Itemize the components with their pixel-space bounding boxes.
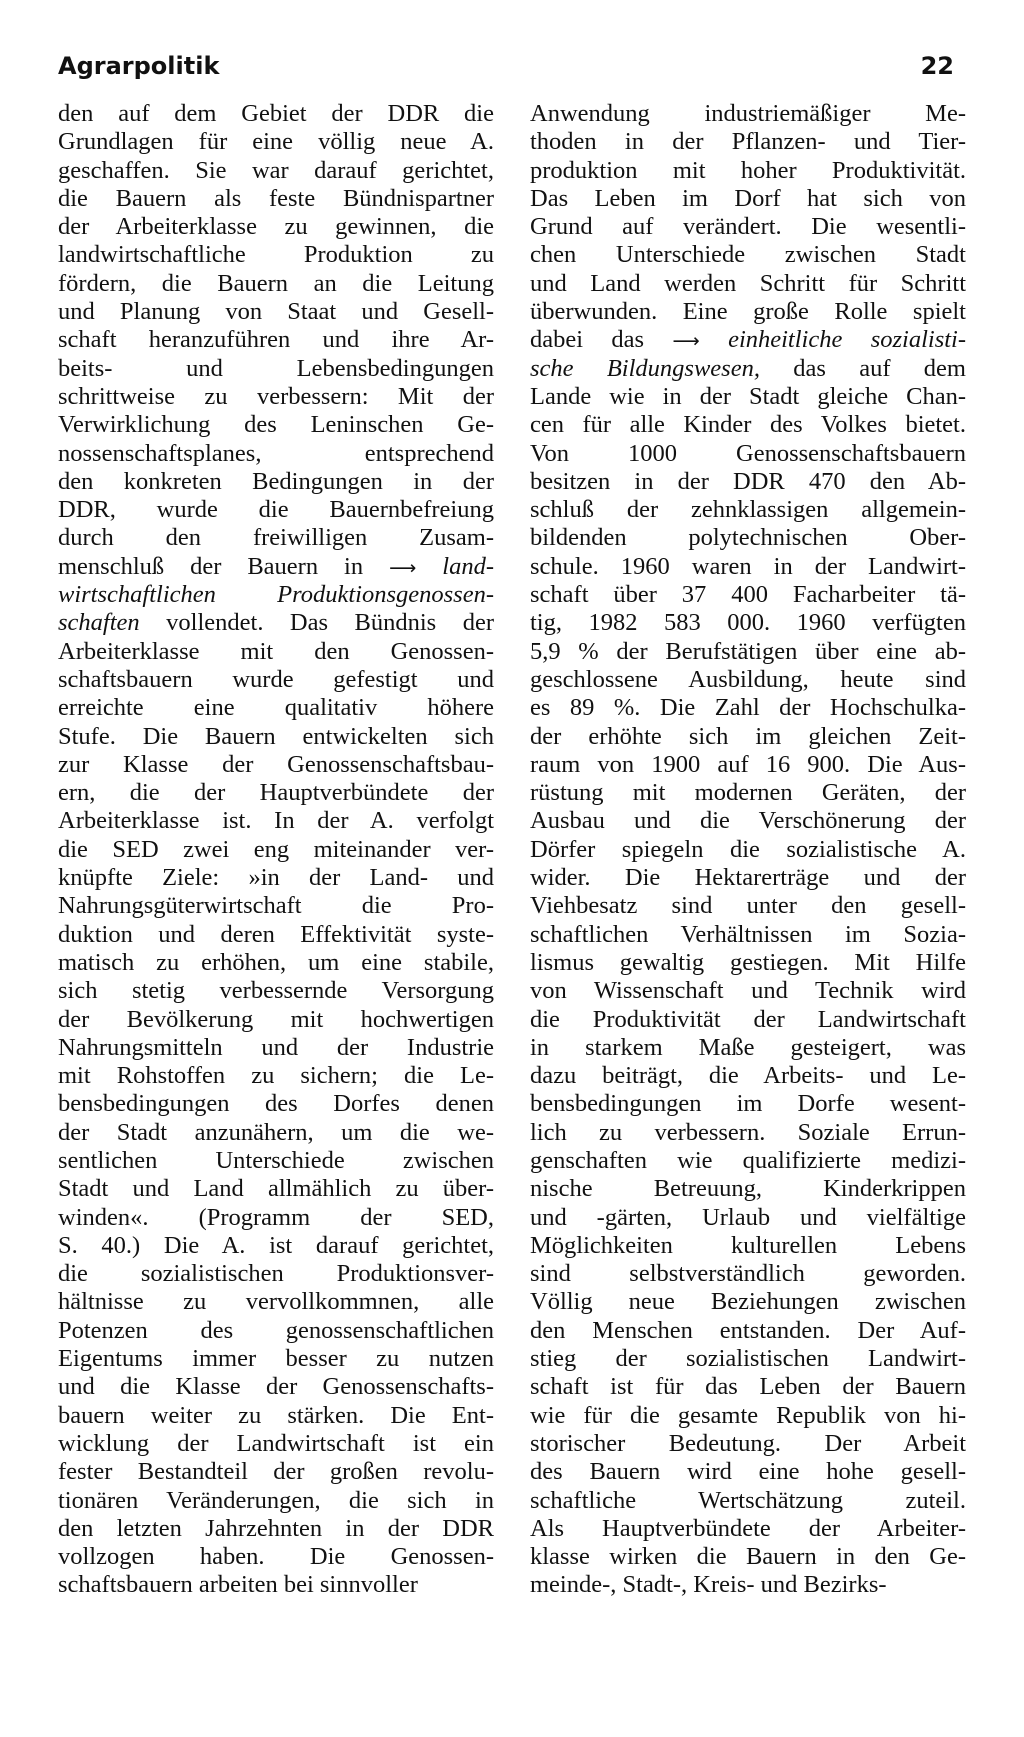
right-column-line	[530, 157, 966, 185]
line-text: matisch zu erhöhen, um eine stabile,	[58, 948, 494, 976]
left-column-line	[58, 1458, 494, 1486]
line-text: und Land werden Schritt für Schritt	[530, 269, 966, 297]
line-text: durch den freiwilligen Zusam-	[58, 524, 494, 552]
left-column-line	[58, 1204, 494, 1232]
left-column-line	[58, 864, 494, 892]
line-text: und -gärten, Urlaub und vielfältige	[530, 1203, 966, 1231]
left-column-line	[58, 1175, 494, 1203]
line-text: schule. 1960 waren in der Landwirt-	[530, 552, 966, 580]
left-column-line	[58, 1006, 494, 1034]
line-text: Lande wie in der Stadt gleiche Chan-	[530, 382, 966, 410]
line-text: Nahrungsgüterwirtschaft die Pro-	[58, 892, 494, 920]
cross-reference-term[interactable]: land-	[416, 552, 494, 580]
line-text: und Planung von Staat und Gesell-	[58, 298, 494, 326]
line-text: die Bauern als feste Bündnispartner	[58, 184, 494, 212]
right-column-line	[530, 1543, 966, 1571]
line-text: schaftlichen Verhältnissen im Sozia-	[530, 920, 966, 948]
line-text: die Produktivität der Landwirtschaft	[530, 1005, 966, 1033]
right-column-line	[530, 1288, 966, 1316]
line-text: vollzogen haben. Die Genossen-	[58, 1543, 494, 1571]
right-column-line	[530, 1402, 966, 1430]
left-column-line	[58, 723, 494, 751]
right-column-line	[530, 1204, 966, 1232]
left-column-line	[58, 836, 494, 864]
left-column-line	[58, 581, 494, 609]
line-text: der Stadt anzunähern, um die we-	[58, 1118, 494, 1146]
running-title: Agrarpolitik	[58, 52, 220, 80]
line-text: Ausbau und die Verschönerung der	[530, 807, 966, 835]
line-text: Als Hauptverbündete der Arbeiter-	[530, 1514, 966, 1542]
left-column-line	[58, 355, 494, 383]
line-text: Verwirklichung des Leninschen Ge-	[58, 411, 494, 439]
right-column-line	[530, 241, 966, 269]
left-column-line	[58, 921, 494, 949]
right-column-line	[530, 411, 966, 439]
cross-reference-term[interactable]: sche Bildungswesen,	[530, 354, 760, 382]
left-column-line	[58, 128, 494, 156]
left-column-line	[58, 807, 494, 835]
line-text: wicklung der Landwirtschaft ist ein	[58, 1429, 494, 1457]
left-column-line	[58, 383, 494, 411]
right-column-line	[530, 1373, 966, 1401]
right-column-line	[530, 1430, 966, 1458]
left-column-line	[58, 298, 494, 326]
right-column-line	[530, 977, 966, 1005]
line-text: schaft ist für das Leben der Bauern	[530, 1373, 966, 1401]
left-column-line	[58, 1062, 494, 1090]
line-text: die sozialistischen Produktionsver-	[58, 1260, 494, 1288]
left-column-line	[58, 1373, 494, 1401]
line-text: Stadt und Land allmählich zu über-	[58, 1175, 494, 1203]
left-column-line	[58, 694, 494, 722]
right-column-line	[530, 383, 966, 411]
cross-reference-term[interactable]: schaften	[58, 609, 140, 637]
line-text: des Bauern wird eine hohe gesell-	[530, 1458, 966, 1486]
line-text: den Menschen entstanden. Der Auf-	[530, 1316, 966, 1344]
line-text: Arbeiterklasse ist. In der A. verfolgt	[58, 807, 494, 835]
line-text: duktion und deren Effektivität syste-	[58, 920, 494, 948]
left-column-line	[58, 1543, 494, 1571]
left-column-line	[58, 1402, 494, 1430]
right-column-line	[530, 892, 966, 920]
line-text: lismus gewaltig gestiegen. Mit Hilfe	[530, 948, 966, 976]
line-text: schaft heranzuführen und ihre Ar-	[58, 326, 494, 354]
left-column-line	[58, 1430, 494, 1458]
left-column-line	[58, 1345, 494, 1373]
line-text: schrittweise zu verbessern: Mit der	[58, 382, 494, 410]
right-column-line	[530, 949, 966, 977]
line-text: schaftliche Wertschätzung zuteil.	[530, 1486, 966, 1514]
line-text: cen für alle Kinder des Volkes bietet.	[530, 411, 966, 439]
left-column-line	[58, 553, 494, 581]
line-text: geschaffen. Sie war darauf gerichtet,	[58, 156, 494, 184]
right-column-line	[530, 440, 966, 468]
right-column-line	[530, 638, 966, 666]
right-column-line	[530, 921, 966, 949]
right-column-line	[530, 213, 966, 241]
line-text: schaft über 37 400 Facharbeiter tä-	[530, 581, 966, 609]
right-column-line	[530, 128, 966, 156]
left-column-line	[58, 1571, 494, 1599]
left-column-line	[58, 638, 494, 666]
line-text: menschluß der Bauern in	[58, 552, 390, 580]
line-text: dazu beiträgt, die Arbeits- und Le-	[530, 1062, 966, 1090]
right-column-line	[530, 468, 966, 496]
left-column-line	[58, 1119, 494, 1147]
line-text: Möglichkeiten kulturellen Lebens	[530, 1231, 966, 1259]
right-column-line	[530, 1119, 966, 1147]
line-text: der Bevölkerung mit hochwertigen	[58, 1005, 494, 1033]
left-column-line	[58, 1034, 494, 1062]
line-text: knüpfte Ziele: »in der Land- und	[58, 864, 494, 892]
left-column-line	[58, 1288, 494, 1316]
line-text: fester Bestandteil der großen revolu-	[58, 1458, 494, 1486]
line-text: chen Unterschiede zwischen Stadt	[530, 241, 966, 269]
line-text: besitzen in der DDR 470 den Ab-	[530, 467, 966, 495]
line-text: bauern weiter zu stärken. Die Ent-	[58, 1401, 494, 1429]
right-column-line	[530, 1090, 966, 1118]
line-text: den auf dem Gebiet der DDR die	[58, 100, 494, 127]
line-text: meinde-, Stadt-, Kreis- und Bezirks-	[530, 1571, 887, 1599]
right-column-line	[530, 1062, 966, 1090]
line-text: tig, 1982 583 000. 1960 verfügten	[530, 609, 966, 637]
right-column-line	[530, 836, 966, 864]
left-column-line	[58, 977, 494, 1005]
line-text: der erhöhte sich im gleichen Zeit-	[530, 722, 966, 750]
line-text: Eigentums immer besser zu nutzen	[58, 1345, 494, 1373]
cross-reference-arrow-icon: ⟶	[672, 330, 700, 353]
right-column-line	[530, 1487, 966, 1515]
right-column-line	[530, 779, 966, 807]
left-column-line	[58, 666, 494, 694]
right-column-line	[530, 326, 966, 354]
left-column-line	[58, 100, 494, 128]
line-text: tionären Veränderungen, die sich in	[58, 1486, 494, 1514]
right-column-line	[530, 496, 966, 524]
line-text: 5,9 % der Berufstätigen über eine ab-	[530, 637, 966, 665]
line-text: und die Klasse der Genossenschafts-	[58, 1373, 494, 1401]
line-text: sind selbstverständlich geworden.	[530, 1260, 966, 1288]
left-column-line	[58, 1147, 494, 1175]
right-column-line	[530, 864, 966, 892]
right-column-line	[530, 751, 966, 779]
line-text: Nahrungsmitteln und der Industrie	[58, 1033, 494, 1061]
line-text: Potenzen des genossenschaftlichen	[58, 1316, 494, 1344]
right-column-line	[530, 1147, 966, 1175]
right-column-line	[530, 581, 966, 609]
right-column-line	[530, 1317, 966, 1345]
line-text: sentlichen Unterschiede zwischen	[58, 1146, 494, 1174]
line-text: produktion mit hoher Produktivität.	[530, 156, 966, 184]
left-column-line	[58, 1317, 494, 1345]
left-column-line	[58, 270, 494, 298]
right-column-line	[530, 270, 966, 298]
right-column-line	[530, 524, 966, 552]
left-column-line	[58, 751, 494, 779]
line-text: die SED zwei eng miteinander ver-	[58, 835, 494, 863]
line-text: Das Leben im Dorf hat sich von	[530, 184, 966, 212]
line-text: schaftsbauern arbeiten bei sinnvoller	[58, 1571, 418, 1599]
left-column-line	[58, 779, 494, 807]
line-text: Arbeiterklasse mit den Genossen-	[58, 637, 494, 665]
right-text-column	[530, 100, 966, 1600]
line-text: Viehbesatz sind unter den gesell-	[530, 892, 966, 920]
right-column-line	[530, 355, 966, 383]
left-text-column	[58, 100, 494, 1600]
line-text: Völlig neue Beziehungen zwischen	[530, 1288, 966, 1316]
line-text: klasse wirken die Bauern in den Ge-	[530, 1543, 966, 1571]
right-column-line	[530, 1260, 966, 1288]
line-text: S. 40.) Die A. ist darauf gerichtet,	[58, 1231, 494, 1259]
left-column-line	[58, 440, 494, 468]
left-column-line	[58, 468, 494, 496]
line-text: wider. Die Hektarerträge und der	[530, 864, 966, 892]
left-column-line	[58, 496, 494, 524]
line-text: stieg der sozialistischen Landwirt-	[530, 1345, 966, 1373]
right-column-line	[530, 666, 966, 694]
right-column-line	[530, 185, 966, 213]
line-text: nossenschaftsplanes, entsprechend	[58, 439, 494, 467]
left-column-line	[58, 157, 494, 185]
left-column-line	[58, 213, 494, 241]
left-column-line	[58, 185, 494, 213]
line-text: DDR, wurde die Bauernbefreiung	[58, 496, 494, 524]
line-text: Dörfer spiegeln die sozialistische A.	[530, 835, 966, 863]
line-text: erreichte eine qualitativ höhere	[58, 694, 494, 722]
right-column-line	[530, 298, 966, 326]
left-column-line	[58, 1260, 494, 1288]
line-text: Anwendung industriemäßiger Me-	[530, 100, 966, 127]
cross-reference-term[interactable]: einheitliche sozialisti-	[699, 326, 967, 354]
line-text: schluß der zehnklassigen allgemein-	[530, 496, 966, 524]
right-column-line	[530, 1006, 966, 1034]
left-column-line	[58, 949, 494, 977]
right-column-line	[530, 1232, 966, 1260]
right-column-line	[530, 553, 966, 581]
page-header	[58, 46, 954, 86]
line-text: Stufe. Die Bauern entwickelten sich	[58, 722, 494, 750]
line-text: das auf dem	[759, 354, 966, 382]
line-text: dabei das	[530, 326, 673, 354]
line-text: fördern, die Bauern an die Leitung	[58, 269, 494, 297]
left-column-line	[58, 609, 494, 637]
line-text: hältnisse zu vervollkommnen, alle	[58, 1288, 494, 1316]
line-text: zur Klasse der Genossenschaftsbau-	[58, 750, 494, 778]
line-text: winden«. (Programm der SED,	[58, 1203, 494, 1231]
right-column-line	[530, 1175, 966, 1203]
line-text: geschlossene Ausbildung, heute sind	[530, 665, 966, 693]
line-text: genschaften wie qualifizierte medizi-	[530, 1146, 966, 1174]
right-column-line	[530, 1515, 966, 1543]
line-text: schaftsbauern wurde gefestigt und	[58, 665, 494, 693]
line-text: Von 1000 Genossenschaftsbauern	[530, 439, 966, 467]
line-text: es 89 %. Die Zahl der Hochschulka-	[530, 694, 966, 722]
line-text: vollendet. Das Bündnis der	[139, 609, 494, 637]
cross-reference-term[interactable]: wirtschaftlichen Produktionsgenossen-	[58, 581, 494, 609]
line-text: wie für die gesamte Republik von hi-	[530, 1401, 966, 1429]
line-text: thoden in der Pflanzen- und Tier-	[530, 128, 966, 156]
line-text: bensbedingungen im Dorfe wesent-	[530, 1090, 966, 1118]
line-text: bildenden polytechnischen Ober-	[530, 524, 966, 552]
line-text: bensbedingungen des Dorfes denen	[58, 1090, 494, 1118]
line-text: Grundlagen für eine völlig neue A.	[58, 128, 494, 156]
line-text: den letzten Jahrzehnten in der DDR	[58, 1514, 494, 1542]
line-text: sich stetig verbessernde Versorgung	[58, 977, 494, 1005]
page-number: 22	[920, 52, 954, 80]
left-column-line	[58, 241, 494, 269]
right-column-line	[530, 1571, 966, 1599]
line-text: überwunden. Eine große Rolle spielt	[530, 298, 966, 326]
right-column-line	[530, 694, 966, 722]
line-text: in starkem Maße gesteigert, was	[530, 1033, 966, 1061]
right-column-line	[530, 1345, 966, 1373]
line-text: Grund auf verändert. Die wesentli-	[530, 213, 966, 241]
line-text: storischer Bedeutung. Der Arbeit	[530, 1429, 966, 1457]
line-text: von Wissenschaft und Technik wird	[530, 977, 966, 1005]
right-column-line	[530, 1458, 966, 1486]
left-column-line	[58, 411, 494, 439]
left-column-line	[58, 1515, 494, 1543]
line-text: ern, die der Hauptverbündete der	[58, 779, 494, 807]
line-text: beits- und Lebensbedingungen	[58, 354, 494, 382]
line-text: nische Betreuung, Kinderkrippen	[530, 1175, 966, 1203]
left-column-line	[58, 1487, 494, 1515]
line-text: der Arbeiterklasse zu gewinnen, die	[58, 213, 494, 241]
left-column-line	[58, 1232, 494, 1260]
left-column-line	[58, 524, 494, 552]
right-column-line	[530, 609, 966, 637]
right-column-line	[530, 723, 966, 751]
line-text: landwirtschaftliche Produktion zu	[58, 241, 494, 269]
line-text: raum von 1900 auf 16 900. Die Aus-	[530, 750, 966, 778]
line-text: lich zu verbessern. Soziale Errun-	[530, 1118, 966, 1146]
line-text: mit Rohstoffen zu sichern; die Le-	[58, 1062, 494, 1090]
right-column-line	[530, 100, 966, 128]
left-column-line	[58, 326, 494, 354]
cross-reference-arrow-icon: ⟶	[389, 556, 417, 579]
line-text: den konkreten Bedingungen in der	[58, 467, 494, 495]
line-text: rüstung mit modernen Geräten, der	[530, 779, 966, 807]
right-column-line	[530, 807, 966, 835]
left-column-line	[58, 892, 494, 920]
right-column-line	[530, 1034, 966, 1062]
left-column-line	[58, 1090, 494, 1118]
